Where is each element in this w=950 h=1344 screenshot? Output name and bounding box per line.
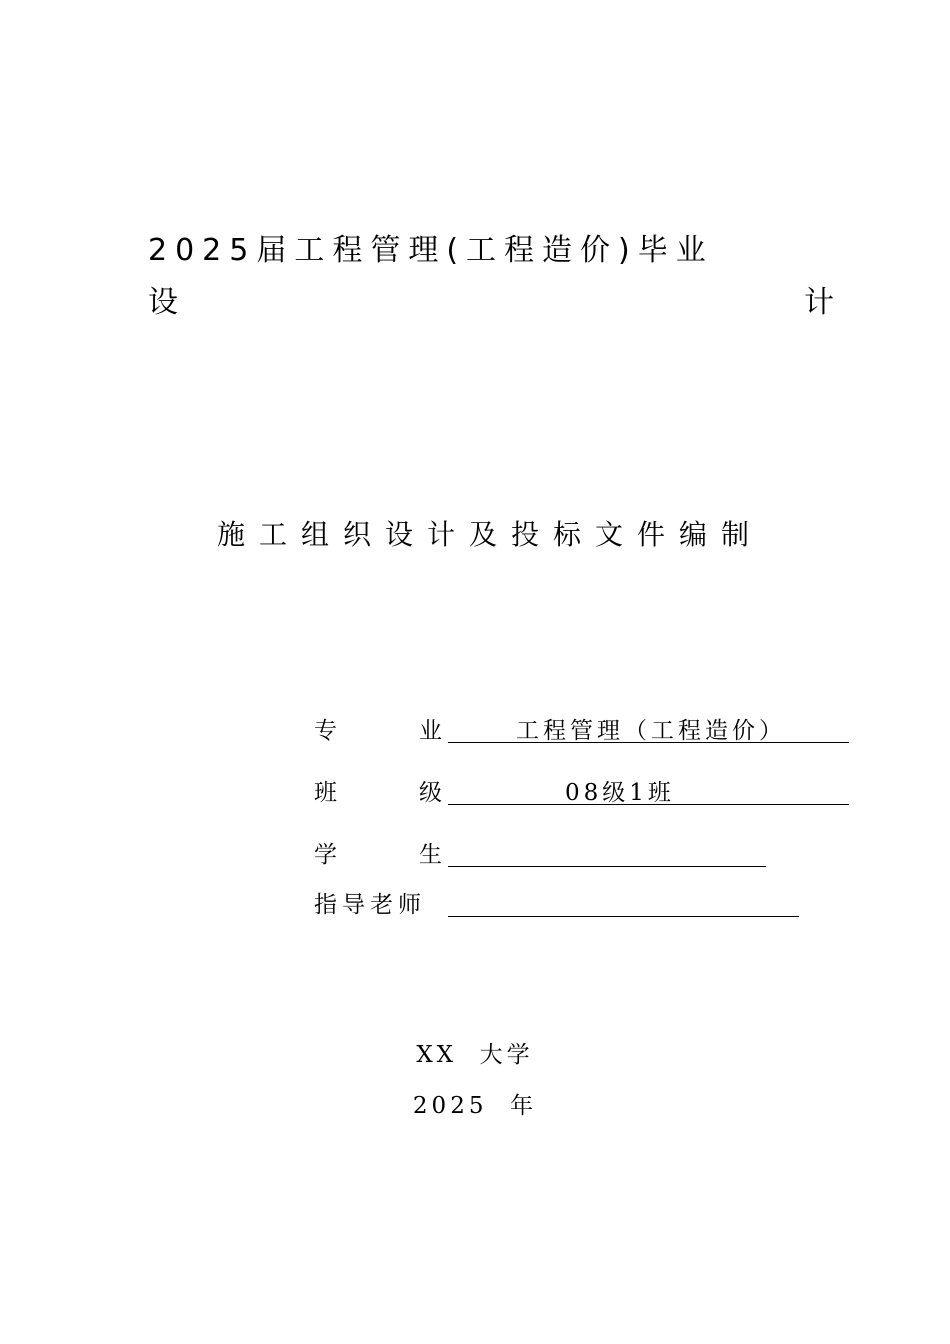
field-student-label — [314, 836, 442, 869]
thesis-title-line2 — [148, 277, 842, 321]
field-student-underline — [448, 866, 766, 867]
field-major-label — [314, 712, 442, 745]
field-advisor-label — [314, 886, 442, 919]
field-class-label-right: 级 — [419, 780, 442, 806]
field-student-label-right: 生 — [419, 842, 442, 868]
university-name: XX 大学 — [416, 1042, 534, 1068]
thesis-title-line2-right: 计 — [804, 285, 842, 320]
field-advisor-underline — [448, 916, 799, 917]
field-major-label-right: 业 — [419, 718, 442, 744]
thesis-subtitle: 施工组织设计及投标文件编制 — [216, 518, 763, 551]
field-major-value: 工程管理（工程造价） — [516, 718, 786, 744]
thesis-title-line1: 2025届工程管理(工程造价)毕业 — [148, 233, 714, 268]
field-class-label — [314, 774, 442, 807]
field-major-label-left: 专 — [314, 718, 337, 744]
field-class-value: 08级1班 — [565, 780, 675, 806]
field-advisor-label-left: 指导老师 — [314, 892, 426, 918]
thesis-title-line2-left: 设 — [148, 285, 186, 320]
graduation-year: 2025 年 — [412, 1093, 538, 1119]
field-class-label-left: 班 — [314, 780, 337, 806]
field-student-label-left: 学 — [314, 842, 337, 868]
